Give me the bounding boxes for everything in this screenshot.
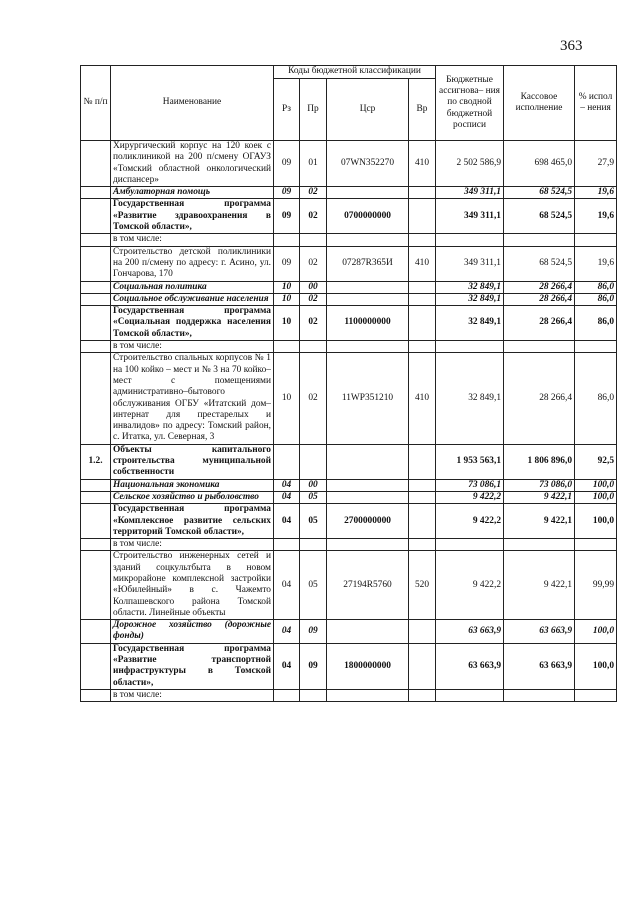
- row-name: Дорожное хозяйство (дорожные фонды): [111, 620, 274, 644]
- header-name: Наименование: [111, 66, 274, 141]
- row-csr: [327, 187, 409, 199]
- header-codes-group: Коды бюджетной классификации: [274, 66, 436, 79]
- row-assign: 32 849,1: [436, 293, 504, 305]
- row-rz: 10: [274, 353, 300, 444]
- row-pr: 00: [300, 479, 327, 491]
- row-csr: [327, 293, 409, 305]
- row-pr: 05: [300, 504, 327, 539]
- row-pr: [300, 689, 327, 701]
- table-row: [81, 246, 617, 281]
- row-assign: [436, 689, 504, 701]
- row-cash: 698 465,0: [504, 141, 575, 187]
- row-rz: 04: [274, 491, 300, 503]
- row-assign: 32 849,1: [436, 281, 504, 293]
- row-csr: 07WN352270: [327, 141, 409, 187]
- row-rz: 09: [274, 199, 300, 234]
- row-vr: [409, 341, 436, 353]
- row-percent: 86,0: [575, 306, 617, 341]
- row-percent: 19,6: [575, 246, 617, 281]
- row-csr: 0700000000: [327, 199, 409, 234]
- row-percent: 86,0: [575, 293, 617, 305]
- row-percent: [575, 341, 617, 353]
- row-cash: 28 266,4: [504, 306, 575, 341]
- row-pr: 01: [300, 141, 327, 187]
- table-row: [81, 353, 617, 444]
- row-number: [81, 353, 111, 444]
- row-rz: 09: [274, 187, 300, 199]
- row-number: [81, 491, 111, 503]
- row-vr: [409, 479, 436, 491]
- row-assign: [436, 234, 504, 246]
- row-percent: [575, 539, 617, 551]
- table-row: [81, 643, 617, 689]
- row-assign: 349 311,1: [436, 199, 504, 234]
- row-pr: 02: [300, 246, 327, 281]
- row-name: Объекты капитального строительства муниципальной собственности: [111, 444, 274, 479]
- row-percent: 19,6: [575, 187, 617, 199]
- row-csr: 2700000000: [327, 504, 409, 539]
- row-name: Государственная программа «Комплексное развитие сельских территорий Томской области»,: [111, 504, 274, 539]
- row-assign: 9 422,2: [436, 504, 504, 539]
- row-name: в том числе:: [111, 341, 274, 353]
- table-row: [81, 281, 617, 293]
- row-vr: [409, 491, 436, 503]
- row-csr: [327, 479, 409, 491]
- row-percent: 86,0: [575, 353, 617, 444]
- row-assign: 9 422,2: [436, 491, 504, 503]
- row-percent: 100,0: [575, 643, 617, 689]
- row-pr: [300, 234, 327, 246]
- row-vr: [409, 643, 436, 689]
- row-percent: 92,5: [575, 444, 617, 479]
- row-number: [81, 199, 111, 234]
- row-percent: 99,99: [575, 551, 617, 620]
- header-vr: Вр: [409, 79, 436, 141]
- row-pr: 02: [300, 199, 327, 234]
- budget-table: [80, 65, 617, 702]
- row-vr: [409, 234, 436, 246]
- row-vr: 410: [409, 141, 436, 187]
- row-rz: 10: [274, 293, 300, 305]
- row-vr: [409, 689, 436, 701]
- row-rz: 10: [274, 281, 300, 293]
- row-percent: 100,0: [575, 491, 617, 503]
- row-rz: 04: [274, 620, 300, 644]
- row-number: [81, 281, 111, 293]
- row-rz: 10: [274, 306, 300, 341]
- row-number: [81, 504, 111, 539]
- row-percent: 86,0: [575, 281, 617, 293]
- row-percent: [575, 234, 617, 246]
- row-cash: 68 524,5: [504, 187, 575, 199]
- row-number: [81, 306, 111, 341]
- row-number: [81, 479, 111, 491]
- row-pr: 09: [300, 643, 327, 689]
- row-name: Социальное обслуживание населения: [111, 293, 274, 305]
- table-row: [81, 504, 617, 539]
- row-vr: 410: [409, 353, 436, 444]
- table-row: [81, 491, 617, 503]
- row-csr: [327, 281, 409, 293]
- row-number: [81, 293, 111, 305]
- row-assign: 73 086,1: [436, 479, 504, 491]
- row-cash: 63 663,9: [504, 643, 575, 689]
- row-name: в том числе:: [111, 234, 274, 246]
- row-pr: 02: [300, 293, 327, 305]
- row-rz: [274, 539, 300, 551]
- row-name: в том числе:: [111, 689, 274, 701]
- row-pr: 09: [300, 620, 327, 644]
- row-rz: [274, 234, 300, 246]
- row-cash: [504, 689, 575, 701]
- header-assign: Бюджетные ассигнова– ния по сводной бюджетной росписи: [436, 66, 504, 141]
- row-cash: [504, 539, 575, 551]
- row-name: Государственная программа «Социальная поддержка населения Томской области»,: [111, 306, 274, 341]
- row-assign: 63 663,9: [436, 620, 504, 644]
- row-vr: [409, 281, 436, 293]
- row-pr: 02: [300, 353, 327, 444]
- row-rz: 04: [274, 479, 300, 491]
- row-vr: [409, 504, 436, 539]
- row-assign: 9 422,2: [436, 551, 504, 620]
- table-row: [81, 141, 617, 187]
- row-number: [81, 187, 111, 199]
- table-row: [81, 187, 617, 199]
- row-number: [81, 539, 111, 551]
- header-num: № п/п: [81, 66, 111, 141]
- table-row: [81, 234, 617, 246]
- page-number: 363: [560, 38, 583, 54]
- row-rz: 09: [274, 246, 300, 281]
- row-percent: 100,0: [575, 504, 617, 539]
- row-cash: 28 266,4: [504, 281, 575, 293]
- row-vr: 410: [409, 246, 436, 281]
- row-cash: 73 086,0: [504, 479, 575, 491]
- row-csr: [327, 341, 409, 353]
- table-row: [81, 306, 617, 341]
- row-assign: 2 502 586,9: [436, 141, 504, 187]
- row-csr: 27194R5760: [327, 551, 409, 620]
- table-body: [81, 141, 617, 702]
- row-percent: 27,9: [575, 141, 617, 187]
- row-number: [81, 643, 111, 689]
- row-cash: 68 524,5: [504, 199, 575, 234]
- row-name: Строительство спальных корпусов № 1 на 100 койко – мест и № 3 на 70 койко–мест с помещениями административно–бытового обслуживания ОГБУ «Итатский дом–интернат для престарелых и инвалидов» по адресу: Томский район, с. Итатка, ул. Северная, 3: [111, 353, 274, 444]
- row-number: 1.2.: [81, 444, 111, 479]
- row-assign: 32 849,1: [436, 306, 504, 341]
- row-name: Строительство детской поликлиники на 200 п/смену по адресу: г. Асино, ул. Гончарова, 170: [111, 246, 274, 281]
- table-row: [81, 341, 617, 353]
- row-csr: [327, 491, 409, 503]
- row-name: Сельское хозяйство и рыболовство: [111, 491, 274, 503]
- header-csr: Цср: [327, 79, 409, 141]
- table-row: [81, 479, 617, 491]
- row-csr: 11WP351210: [327, 353, 409, 444]
- row-vr: [409, 187, 436, 199]
- row-vr: 520: [409, 551, 436, 620]
- row-csr: 1800000000: [327, 643, 409, 689]
- row-rz: [274, 341, 300, 353]
- row-csr: 07287R365И: [327, 246, 409, 281]
- row-cash: 9 422,1: [504, 551, 575, 620]
- row-pr: [300, 341, 327, 353]
- header-percent: % испол – нения: [575, 66, 617, 141]
- row-assign: 63 663,9: [436, 643, 504, 689]
- row-name: в том числе:: [111, 539, 274, 551]
- table-row: [81, 199, 617, 234]
- row-assign: 1 953 563,1: [436, 444, 504, 479]
- row-number: [81, 246, 111, 281]
- row-rz: [274, 444, 300, 479]
- row-cash: [504, 234, 575, 246]
- row-rz: 04: [274, 643, 300, 689]
- row-number: [81, 141, 111, 187]
- row-number: [81, 341, 111, 353]
- row-name: Национальная экономика: [111, 479, 274, 491]
- row-cash: [504, 341, 575, 353]
- row-pr: 05: [300, 491, 327, 503]
- header-pr: Пр: [300, 79, 327, 141]
- row-csr: [327, 620, 409, 644]
- row-cash: 9 422,1: [504, 504, 575, 539]
- row-rz: [274, 689, 300, 701]
- row-assign: 32 849,1: [436, 353, 504, 444]
- row-cash: 68 524,5: [504, 246, 575, 281]
- row-number: [81, 551, 111, 620]
- row-percent: [575, 689, 617, 701]
- row-csr: 1100000000: [327, 306, 409, 341]
- row-percent: 100,0: [575, 479, 617, 491]
- table-row: [81, 551, 617, 620]
- row-assign: [436, 539, 504, 551]
- row-pr: [300, 444, 327, 479]
- row-pr: 02: [300, 187, 327, 199]
- row-vr: [409, 539, 436, 551]
- row-cash: 28 266,4: [504, 353, 575, 444]
- row-pr: 00: [300, 281, 327, 293]
- row-name: Социальная политика: [111, 281, 274, 293]
- row-csr: [327, 539, 409, 551]
- row-cash: 1 806 896,0: [504, 444, 575, 479]
- row-csr: [327, 234, 409, 246]
- header-rz: Рз: [274, 79, 300, 141]
- table-row: [81, 689, 617, 701]
- row-name: Амбулаторная помощь: [111, 187, 274, 199]
- table-row: [81, 293, 617, 305]
- row-name: Государственная программа «Развитие здравоохранения в Томской области»,: [111, 199, 274, 234]
- row-cash: 63 663,9: [504, 620, 575, 644]
- row-pr: 05: [300, 551, 327, 620]
- row-name: Хирургический корпус на 120 коек с поликлиникой на 200 п/смену ОГАУЗ «Томский областной онкологический диспансер»: [111, 141, 274, 187]
- row-vr: [409, 444, 436, 479]
- row-number: [81, 234, 111, 246]
- row-number: [81, 620, 111, 644]
- row-name: Строительство инженерных сетей и зданий соцкультбыта в новом микрорайоне комплексной застройки «Юбилейный» в с. Чажемто Колпашевского района Томской области. Линейные объекты: [111, 551, 274, 620]
- row-percent: 100,0: [575, 620, 617, 644]
- row-assign: 349 311,1: [436, 187, 504, 199]
- row-pr: [300, 539, 327, 551]
- row-rz: 04: [274, 504, 300, 539]
- header-cash: Кассовое исполнение: [504, 66, 575, 141]
- row-rz: 04: [274, 551, 300, 620]
- table-row: [81, 444, 617, 479]
- row-csr: [327, 689, 409, 701]
- table-row: [81, 539, 617, 551]
- row-vr: [409, 306, 436, 341]
- row-vr: [409, 620, 436, 644]
- row-vr: [409, 199, 436, 234]
- row-rz: 09: [274, 141, 300, 187]
- row-name: Государственная программа «Развитие транспортной инфраструктуры в Томской области»,: [111, 643, 274, 689]
- row-percent: 19,6: [575, 199, 617, 234]
- row-csr: [327, 444, 409, 479]
- row-cash: 28 266,4: [504, 293, 575, 305]
- row-vr: [409, 293, 436, 305]
- row-pr: 02: [300, 306, 327, 341]
- row-assign: [436, 341, 504, 353]
- table-row: [81, 620, 617, 644]
- row-assign: 349 311,1: [436, 246, 504, 281]
- row-number: [81, 689, 111, 701]
- row-cash: 9 422,1: [504, 491, 575, 503]
